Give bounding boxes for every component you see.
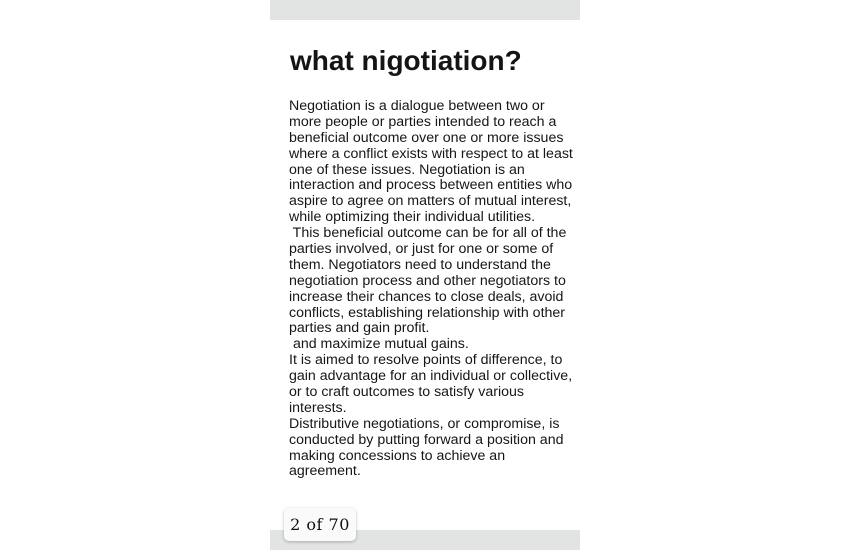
body-line: making concessions to achieve an bbox=[289, 447, 506, 464]
body-line: parties and gain profit. bbox=[289, 320, 430, 337]
slide-title: what nigotiation? bbox=[290, 45, 522, 76]
body-line: parties involved, or just for one or some of bbox=[289, 241, 554, 258]
body-line: increase their chances to close deals, avoid bbox=[289, 288, 564, 305]
body-line: beneficial outcome over one or more issues bbox=[289, 129, 564, 146]
slide-body-text bbox=[289, 99, 573, 480]
body-line: It is aimed to resolve points of difference, to bbox=[289, 352, 563, 369]
body-line: them. Negotiators need to understand the bbox=[289, 256, 551, 273]
body-line: while optimizing their individual utilities. bbox=[289, 209, 536, 226]
body-line: one of these issues. Negotiation is an bbox=[289, 161, 525, 178]
body-line: This beneficial outcome can be for all of the bbox=[289, 225, 567, 242]
page-counter-badge: 2 of 70 bbox=[284, 508, 356, 541]
body-line: interests. bbox=[289, 399, 347, 416]
body-line: more people or parties intended to reach a bbox=[289, 113, 557, 130]
body-line: or to craft outcomes to satisfy various bbox=[289, 384, 524, 401]
body-line: agreement. bbox=[289, 463, 361, 480]
body-line: Distributive negotiations, or compromise, is bbox=[289, 415, 560, 432]
body-line: conflicts, establishing relationship with other bbox=[289, 304, 566, 321]
body-line: aspire to agree on matters of mutual interest, bbox=[289, 193, 572, 210]
body-line: and maximize mutual gains. bbox=[289, 336, 469, 353]
body-line: interaction and process between entities who bbox=[289, 177, 573, 194]
body-line: where a conflict exists with respect to at least bbox=[289, 145, 573, 162]
body-line: negotiation process and other negotiators to bbox=[289, 272, 566, 289]
body-line: conducted by putting forward a position and bbox=[289, 431, 564, 448]
body-line: Negotiation is a dialogue between two or bbox=[289, 98, 545, 114]
slide-page[interactable] bbox=[270, 0, 580, 550]
previous-page-edge[interactable] bbox=[270, 0, 580, 20]
body-line: gain advantage for an individual or collective, bbox=[289, 368, 573, 385]
